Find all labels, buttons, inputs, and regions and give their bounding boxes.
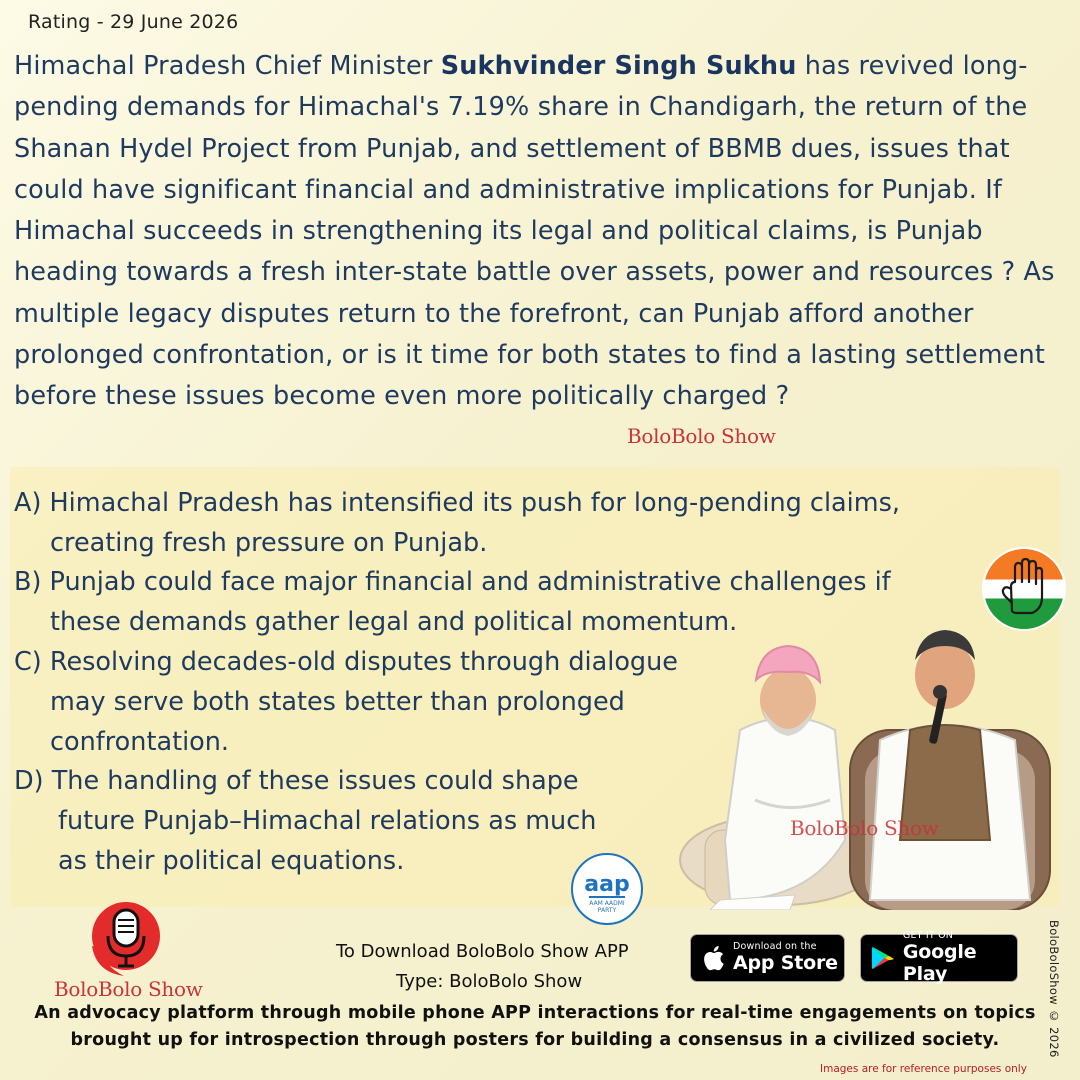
aap-logo-sub1: AAM AADMI: [589, 900, 625, 907]
google-play-label: Google Play: [902, 941, 977, 985]
app-store-label: App Store: [733, 952, 838, 974]
tagline-line2: brought up for introspection through posters for building a consensus in a civilized society.: [70, 1030, 1000, 1050]
apple-icon: [701, 944, 725, 972]
chief-minister-name: Sukhvinder Singh Sukhu: [440, 51, 797, 81]
date-label: Rating - 29 June 2026: [28, 11, 239, 33]
option-a-letter: A): [14, 488, 42, 518]
download-title: To Download BoloBolo Show APP: [336, 941, 629, 962]
aap-logo-sub2: PARTY: [597, 907, 617, 914]
option-d-line3: as their political equations.: [58, 846, 405, 876]
option-a-line2: creating fresh pressure on Punjab.: [50, 528, 488, 558]
intro-paragraph: [14, 46, 1066, 418]
option-d-line1: The handling of these issues could shape: [43, 766, 579, 796]
google-play-icon: [871, 944, 895, 972]
disclaimer: Images are for reference purposes only: [820, 1063, 1027, 1075]
tagline: [20, 1000, 1050, 1054]
option-b-line2: these demands gather legal and political momentum.: [50, 607, 738, 637]
footer-brand: BoloBolo Show: [54, 977, 203, 1001]
option-a-line1: Himachal Pradesh has intensified its push for long-pending claims,: [41, 488, 900, 518]
brand-inline: BoloBolo Show: [627, 424, 776, 448]
option-c-line3: confrontation.: [50, 727, 230, 757]
tagline-line1: An advocacy platform through mobile phone APP interactions for real-time engagements on topics: [34, 1003, 1036, 1023]
copyright: BoloBoloShow © 2026: [1047, 920, 1061, 1058]
option-d-line2: future Punjab–Himachal relations as much: [58, 806, 597, 836]
intro-body: has revived long-pending demands for Himachal's 7.19% share in Chandigarh, the return of the Shanan Hydel Project from Punjab, and settlement of BBMB dues, issues that could have significant financial and administrative implications for Punjab. If Himachal succeeds in strengthening its legal and political claims, is Punjab heading towards a fresh inter-state battle over assets, power and resources ? As multiple legacy disputes return to the forefront, can Punjab afford another prolonged confrontation, or is it time for both states to find a lasting settlement before these issues become even more politically charged ?: [14, 51, 1055, 412]
aap-logo-text: aap: [584, 872, 630, 897]
podcast-mic-icon: [86, 900, 166, 980]
app-store-small: Download on the: [733, 941, 817, 952]
option-b-line1: Punjab could face major financial and administrative challenges if: [41, 567, 891, 597]
google-play-button[interactable]: [860, 930, 1018, 985]
option-d-letter: D): [14, 766, 44, 796]
option-c-letter: C): [14, 647, 42, 677]
option-c-line1: Resolving decades-old disputes through dialogue: [41, 647, 678, 677]
option-a[interactable]: [14, 483, 1004, 563]
leaders-illustration: [670, 600, 1070, 910]
option-b-letter: B): [14, 567, 42, 597]
watermark: BoloBolo Show: [790, 816, 939, 840]
app-store-button[interactable]: [690, 934, 845, 982]
option-c-line2: may serve both states better than prolonged: [50, 687, 625, 717]
aap-logo-icon: [571, 853, 643, 925]
intro-lead: Himachal Pradesh Chief Minister: [14, 51, 441, 81]
download-type: Type: BoloBolo Show: [396, 971, 583, 992]
google-play-small: GET IT ON: [902, 930, 954, 941]
